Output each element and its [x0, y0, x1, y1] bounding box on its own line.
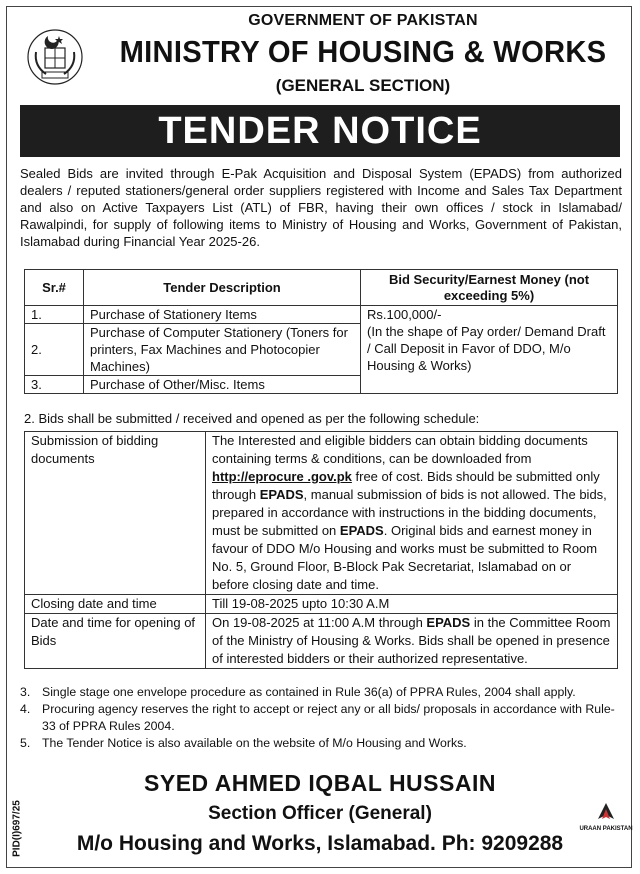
bid-details: (In the shape of Pay order/ Demand Draft / Call Deposit in Favor of DDO, M/o Housing & Works)	[367, 324, 606, 373]
section-heading: (GENERAL SECTION)	[275, 76, 451, 95]
sr-cell: 1.	[25, 306, 84, 324]
note-number: 5.	[20, 736, 31, 750]
list-item	[20, 684, 624, 701]
table-row	[25, 306, 618, 324]
tender-items-table	[24, 269, 618, 394]
submission-text: free of cost. Bids should be submitted only through	[212, 469, 600, 502]
signatory-office: M/o Housing and Works, Islamabad. Ph: 9209288	[76, 832, 564, 855]
submission-text: . Original bids and earnest money in favour of DDO M/o Housing and works must be submitted to Room No. 5, Ground Floor, B-Block Pak Secretariat, Islamabad on or before closing date and time.	[212, 523, 598, 592]
table-row	[25, 432, 618, 595]
sr-cell: 2.	[25, 324, 84, 376]
note-text: Procuring agency reserves the right to accept or reject any or all bids/ proposals in accordance with Rule- 33 of PPRA Rules 2004.	[42, 702, 615, 733]
eprocure-link[interactable]: http://eprocure .gov.pk	[212, 469, 352, 484]
description-cell: Purchase of Computer Stationery (Toners for printers, Fax Machines and Photocopier Machines)	[84, 324, 361, 376]
table-row	[25, 614, 618, 669]
note-text: The Tender Notice is also available on the website of M/o Housing and Works.	[42, 736, 467, 750]
signatory-name: SYED AHMED IQBAL HUSSAIN	[144, 770, 496, 796]
pid-code	[8, 795, 24, 865]
submission-text: , manual submission of bids is not allowed. The bids, prepared in accordance with instructions in the bidding documents, must be submitted on	[212, 487, 607, 538]
epads-text: EPADS	[259, 487, 304, 502]
government-heading: GOVERNMENT OF PAKISTAN	[248, 12, 478, 29]
opening-text: On 19-08-2025 at 11:00 A.M through	[212, 615, 427, 630]
submission-details	[206, 432, 618, 595]
sr-cell: 3.	[25, 376, 84, 394]
submission-label: Submission of bidding documents	[25, 432, 206, 595]
schedule-intro: 2. Bids shall be submitted / received and opened as per the following schedule:	[24, 411, 480, 426]
list-item	[20, 701, 624, 735]
closing-label: Closing date and time	[25, 595, 206, 614]
note-number: 4.	[20, 702, 31, 716]
opening-details	[206, 614, 618, 669]
description-cell: Purchase of Stationery Items	[84, 306, 361, 324]
note-number: 3.	[20, 685, 31, 699]
opening-label: Date and time for opening of Bids	[25, 614, 206, 669]
note-text: Single stage one envelope procedure as contained in Rule 36(a) of PPRA Rules, 2004 shall apply.	[42, 685, 576, 699]
epads-text: EPADS	[426, 615, 471, 630]
sr-header: Sr.#	[25, 270, 84, 306]
opening-text: in the Committee Room of the Ministry of Housing & Works. Bids shall be opened in presence of interested bidders or their authorized representative.	[212, 615, 611, 666]
notes-list	[20, 684, 624, 752]
bid-amount: Rs.100,000/-	[367, 307, 442, 322]
list-item	[20, 735, 624, 752]
state-emblem-icon	[26, 28, 84, 86]
description-cell: Purchase of Other/Misc. Items	[84, 376, 361, 394]
intro-paragraph: Sealed Bids are invited through E-Pak Acquisition and Disposal System (EPADS) from authorized dealers / reputed stationers/general order suppliers registered with Income and Sales Tax Department and also on Active Taxpayers List (ATL) of FBR, having their own offices / stock in Islamabad/ Rawalpindi, for supply of following items to Ministry of Housing and Works, Government of Pakistan, Islamabad during Financial Year 2025-26.	[20, 166, 622, 249]
submission-text: The Interested and eligible bidders can obtain bidding documents containing terms & conditions, can be downloaded from	[212, 433, 588, 466]
uraan-pakistan-logo-icon	[582, 797, 630, 841]
ministry-heading: MINISTRY OF HOUSING & WORKS	[119, 34, 607, 69]
table-row	[25, 595, 618, 614]
epads-text: EPADS	[339, 523, 384, 538]
signatory-title: Section Officer (General)	[208, 803, 432, 824]
bid-security-header: Bid Security/Earnest Money (not exceeding 5%)	[361, 270, 618, 306]
description-header: Tender Description	[84, 270, 361, 306]
schedule-table	[24, 431, 618, 669]
tender-notice-banner: TENDER NOTICE	[20, 105, 620, 157]
closing-value: Till 19-08-2025 upto 10:30 A.M	[206, 595, 618, 614]
logo-caption: URAAN PAKISTAN	[579, 826, 633, 832]
bid-security-cell	[361, 306, 618, 394]
pid-text: PID(I)697/25	[11, 800, 23, 857]
